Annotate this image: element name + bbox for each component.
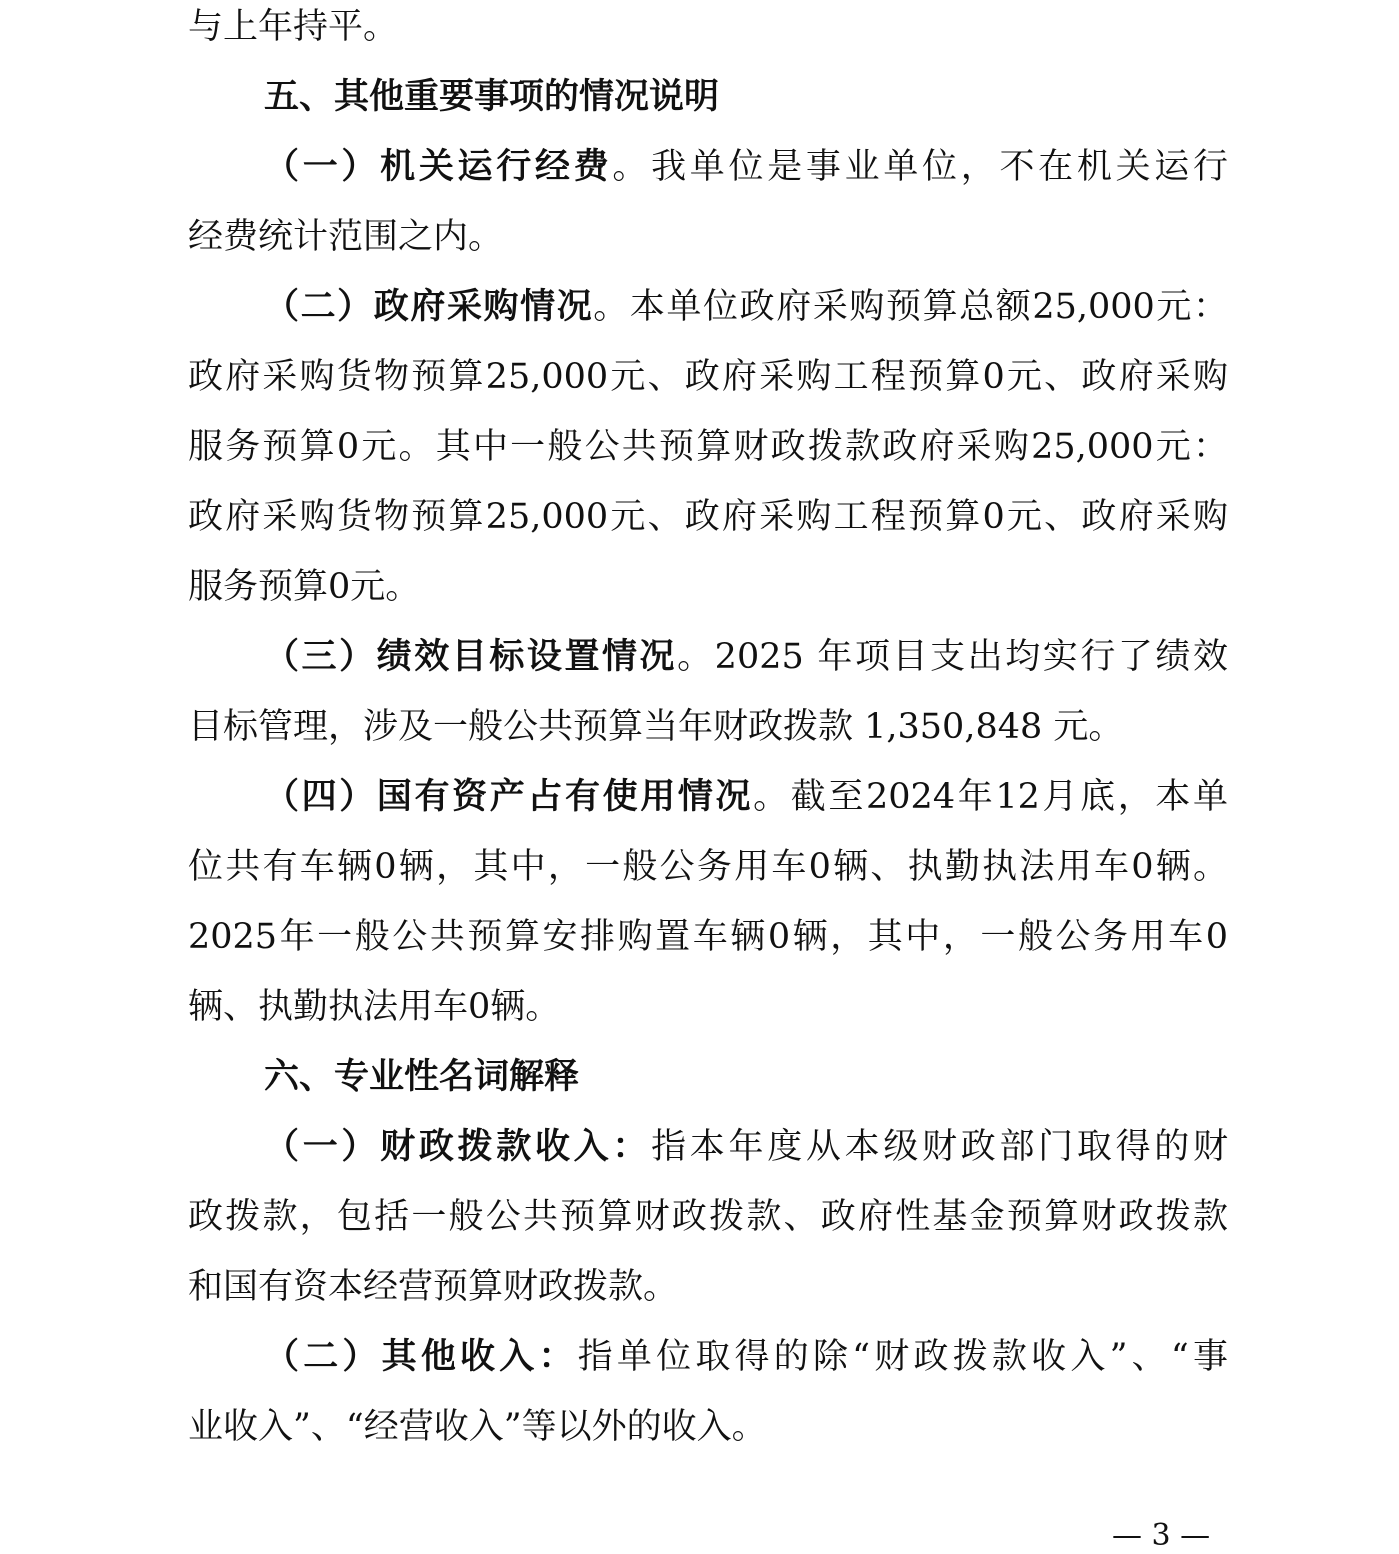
paragraph-line: 服务预算0元。 — [188, 567, 421, 607]
paragraph-text: 。截至2024年12月底，本单 — [753, 777, 1228, 817]
paragraph-line: 目标管理，涉及一般公共预算当年财政拨款 1,350,848 元。 — [188, 707, 1124, 747]
paragraph-performance-goals — [188, 622, 1228, 692]
paragraph-continuation: 与上年持平。 — [188, 7, 399, 47]
paragraph-text: 。2025 年项目支出均实行了绩效 — [677, 637, 1228, 677]
paragraph-lead: （一）机关运行经费 — [264, 147, 613, 187]
paragraph-line: 政拨款，包括一般公共预算财政拨款、政府性基金预算财政拨款 — [188, 1197, 1228, 1237]
section-heading-6: 六、专业性名词解释 — [264, 1057, 580, 1097]
paragraph-text: 指单位取得的除“财政拨款收入”、“事 — [577, 1337, 1228, 1377]
paragraph-text: 。本单位政府采购预算总额25,000元： — [593, 287, 1228, 327]
paragraph-line: 业收入”、“经营收入”等以外的收入。 — [188, 1407, 767, 1447]
paragraph-line: 位共有车辆0辆，其中，一般公务用车0辆、执勤执法用车0辆。 — [188, 847, 1228, 887]
paragraph-line: 服务预算0元。其中一般公共预算财政拨款政府采购25,000元： — [188, 427, 1228, 467]
document-page — [188, 0, 1228, 1462]
paragraph-lead: （四）国有资产占有使用情况 — [264, 777, 754, 817]
paragraph-line: 政府采购货物预算25,000元、政府采购工程预算0元、政府采购 — [188, 497, 1228, 537]
paragraph-lead: （一）财政拨款收入： — [264, 1127, 652, 1167]
paragraph-lead: （三）绩效目标设置情况 — [264, 637, 678, 677]
paragraph-text: 指本年度从本级财政部门取得的财 — [651, 1127, 1228, 1167]
paragraph-other-income — [188, 1322, 1228, 1392]
page-number: — 3 — — [1112, 1518, 1211, 1553]
paragraph-fiscal-appropriation-income — [188, 1112, 1228, 1182]
paragraph-text: 。我单位是事业单位，不在机关运行 — [612, 147, 1228, 187]
paragraph-line: 经费统计范围之内。 — [188, 217, 504, 257]
paragraph-lead: （二）其他收入： — [264, 1337, 578, 1377]
paragraph-lead: （二）政府采购情况 — [264, 287, 594, 327]
paragraph-line: 2025年一般公共预算安排购置车辆0辆，其中，一般公务用车0 — [188, 917, 1228, 957]
paragraph-state-assets — [188, 762, 1228, 832]
paragraph-operating-expenses — [188, 132, 1228, 202]
paragraph-line: 和国有资本经营预算财政拨款。 — [188, 1267, 679, 1307]
paragraph-line: 辆、执勤执法用车0辆。 — [188, 987, 561, 1027]
paragraph-line: 政府采购货物预算25,000元、政府采购工程预算0元、政府采购 — [188, 357, 1228, 397]
section-heading-5: 五、其他重要事项的情况说明 — [264, 77, 720, 117]
paragraph-procurement — [188, 272, 1228, 342]
